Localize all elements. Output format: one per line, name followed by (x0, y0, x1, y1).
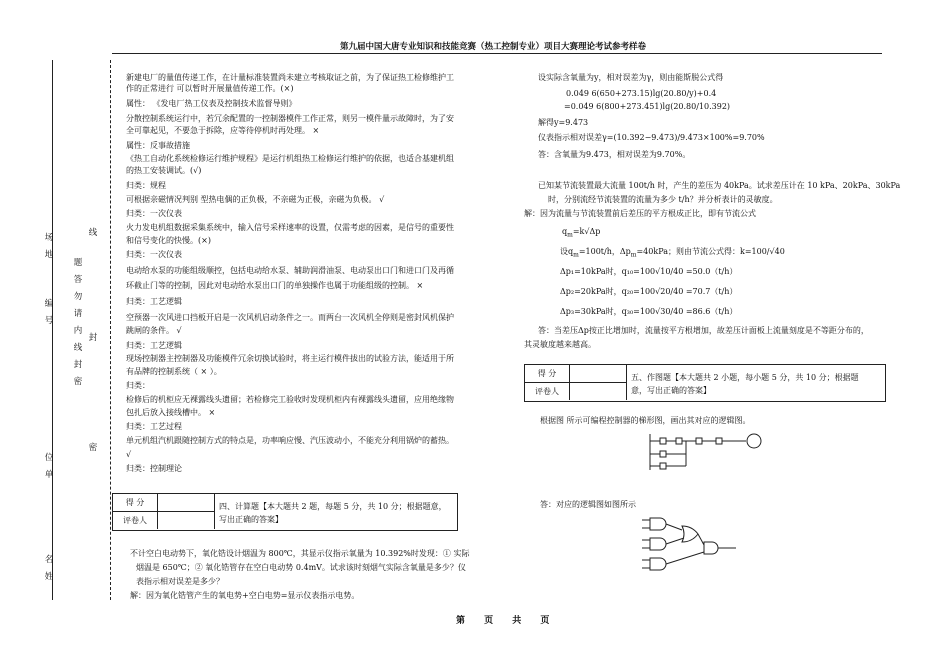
formula-20kpa: Δp₂=20kPa时，q₂₀=100√20/40 =70.7（t/h） (560, 287, 738, 296)
text-line: 解得y=9.473 (538, 118, 589, 127)
xingming-label: 名 姓 (44, 555, 54, 582)
grader-blank[interactable] (158, 512, 215, 529)
text-line: 《热工自动化系统检修运行维护规程》是运行机组热工检修运行维护的依据，也适合基建机组 (126, 154, 454, 163)
formula-setup: 设$q_m=100t/h$，$\Delta p_m=40kPa$；则由节流公式得：k=100/√40 (560, 247, 785, 259)
text-line: 设实际含氧量为y，相对误差为γ，则由能斯脱公式得 (538, 73, 724, 82)
page-header: 第九届中国大唐专业知识和技能竞赛（热工控制专业）项目大赛理论考试参考样卷 (340, 42, 647, 52)
text-line: 已知某节流装置最大流量 100t/h 时，产生的差压为 40kPa。试求差压计在 10 kPa、20kPa、30kPa (538, 181, 901, 190)
text-line: 可根据亲磁情况判别 型热电偶的正负极，不亲磁为正极，亲磁为负极。 √ (126, 195, 385, 204)
diagram-caption: 根据图 所示可编程控制器的梯形图，画出其对应的逻辑图。 (540, 416, 751, 425)
text-line: 新建电厂的量值传递工作，在计量标准装置尚未建立考核取证之前，为了保证热工检修维护工 (126, 73, 454, 82)
calc-solution-line: 解：因为氧化锆管产生的氧电势+空白电势=显示仪表指示电势。 (130, 591, 360, 600)
text-line: 有品牌的控制系统（ × ）。 (126, 367, 222, 376)
ladder-diagram (646, 430, 766, 474)
margin-line-inner (110, 60, 111, 600)
header-rule (112, 53, 882, 54)
calc-problem-line: 烟温是 650℃；② 氧化锆管存在空白电动势 0.4mV。试求该时刻烟气实际含氧量是多少？仪 (136, 563, 466, 572)
score-blank[interactable] (570, 365, 627, 383)
logic-diagram (640, 512, 740, 580)
text-line: 包扎后放入接线槽中。 × (126, 408, 216, 417)
text-line: 作的正常进行 可以暂时开展量值传递工作。(×) (126, 84, 294, 93)
text-line: 归类：一次仪表 (126, 209, 182, 218)
text-line: 空预器一次风进口挡板开启是一次风机启动条件之一。而两台一次风机全停则是密封风机保护 (126, 313, 454, 322)
formula-q: $q_m=k√\Delta p$ (562, 227, 601, 239)
text-line: √ (126, 450, 132, 459)
text-line: 仪表指示相对误差γ=(10.392−9.473)/9.473×100%=9.70% (538, 133, 765, 142)
score-cell: 得 分 (525, 365, 570, 383)
text-line: 分散控制系统运行中，若冗余配置的一控制器模件工作正常，则另一模件量示故障时，为了安 (126, 114, 454, 123)
score-box-calc (112, 493, 458, 531)
formula-line: 0.049 6(650+273.15)lg(20.80/y)+0.4 (566, 89, 717, 98)
answer-line: 答：当差压Δp按正比增加时，流量按平方根增加，故差压计面板上流量刻度是不等距分布的， (538, 326, 869, 335)
formula-line: =0.049 6(800+273.451)lg(20.80/10.392) (564, 102, 731, 111)
text-line: 现场控制器主控制器及功能模件冗余切换试验时，将主运行模件拔出的试验方法，能适用于所 (126, 354, 454, 363)
text-line: 和信号变化的快慢。(×) (126, 236, 211, 245)
formula-10kpa: Δp₁=10kPa时，q₁₀=100√10/40 =50.0（t/h） (560, 267, 738, 276)
bianhao-label: 编 号 (44, 299, 54, 326)
text-line: 检修后的机柜应无裸露线头遗留；若检修完工验收时发现机柜内有裸露线头遗留，应用绝缘物 (126, 395, 454, 404)
text-line: 火力发电机组数据采集系统中，输入信号采样速率的设置，仅需考虑的因素，是信号的重要性 (126, 223, 454, 232)
answer-logic: 答：对应的逻辑图如图所示 (540, 500, 636, 509)
calc-problem-line: 不计空白电动势下，氧化锆设计烟温为 800℃，其显示仪指示氧量为 10.392%时发现：① 实际 (130, 549, 470, 558)
score-box-drawing (524, 364, 886, 402)
grader-cell: 评卷人 (525, 383, 570, 400)
answer-line: 其灵敏度越来越高。 (524, 340, 596, 349)
text-line: 属性： 《发电厂热工仪表及控制技术监督导则》 (126, 99, 297, 108)
grader-cell: 评卷人 (113, 512, 158, 529)
margin-notice: 题 答 勿 请 内 线 封 密 (73, 258, 83, 387)
text-line: 全可靠起见，不要急于拆除，应等待停机时再处理。 × (126, 126, 320, 135)
section-heading-calc: 四、计算题【本大题共 2 题，每题 5 分，共 10 分；根据题意， (219, 502, 447, 511)
page-footer: 第 页 共 页 (456, 616, 550, 626)
text-line: 归类：工艺逻辑 (126, 297, 182, 306)
section-heading-drawing-2: 意，写出正确的答案】 (631, 386, 711, 395)
formula-30kpa: Δp₃=30kPa时，q₃₀=100√30/40 =86.6（t/h） (560, 307, 738, 316)
calc-problem-line: 表指示相对误差是多少？ (136, 577, 224, 586)
text-line: 归类：工艺过程 (126, 422, 182, 431)
text-line: 单元机组汽机跟随控制方式的特点是，功率响应慢、汽压波动小，不能充分利用锅炉的蓄热。 (126, 436, 454, 445)
answer-line: 答：含氧量为9.473，相对误差为9.70%。 (538, 150, 691, 159)
text-line: 属性：反事故措施 (126, 141, 190, 150)
text-line: 解：因为流量与节流装置前后差压的平方根成正比，即有节流公式 (524, 209, 756, 218)
margin-line-outer (52, 60, 53, 600)
margin-xian: 线 (88, 228, 98, 238)
text-line: 环截止门等的控制，因此对电动给水泵出口门的单独操作也属于功能组级的控制。 × (126, 281, 424, 290)
text-line: 跳闸的条件。 √ (126, 326, 182, 335)
margin-feng: 封 (88, 333, 98, 343)
text-line: 归类：工艺逻辑 (126, 341, 182, 350)
section-heading-calc-2: 写出正确的答案】 (219, 515, 283, 524)
text-line: 的热工安装调试。(√) (126, 166, 202, 175)
section-heading-drawing: 五、作图题【本大题共 2 小题，每小题 5 分，共 10 分；根据题 (631, 373, 859, 382)
text-line: 归类：规程 (126, 181, 166, 190)
text-line: 电动给水泵的功能组级顺控，包括电动给水泵、辅助润滑油泵、电动泵出口门和进口门及再循 (126, 266, 454, 275)
text-line: 归类：控制理论 (126, 464, 182, 473)
kaodi-label: 场 地 (44, 233, 54, 260)
score-cell: 得 分 (113, 494, 158, 512)
margin-mi: 密 (88, 443, 98, 453)
score-blank[interactable] (158, 494, 215, 512)
grader-blank[interactable] (570, 383, 627, 400)
danwei-label: 位 单 (44, 453, 54, 480)
text-line: 时，分别流经节流装置的流量为多少 t/h？并分析表计的灵敏度。 (548, 195, 778, 204)
text-line: 归类：一次仪表 (126, 250, 182, 259)
text-line: 归类： (126, 381, 150, 390)
